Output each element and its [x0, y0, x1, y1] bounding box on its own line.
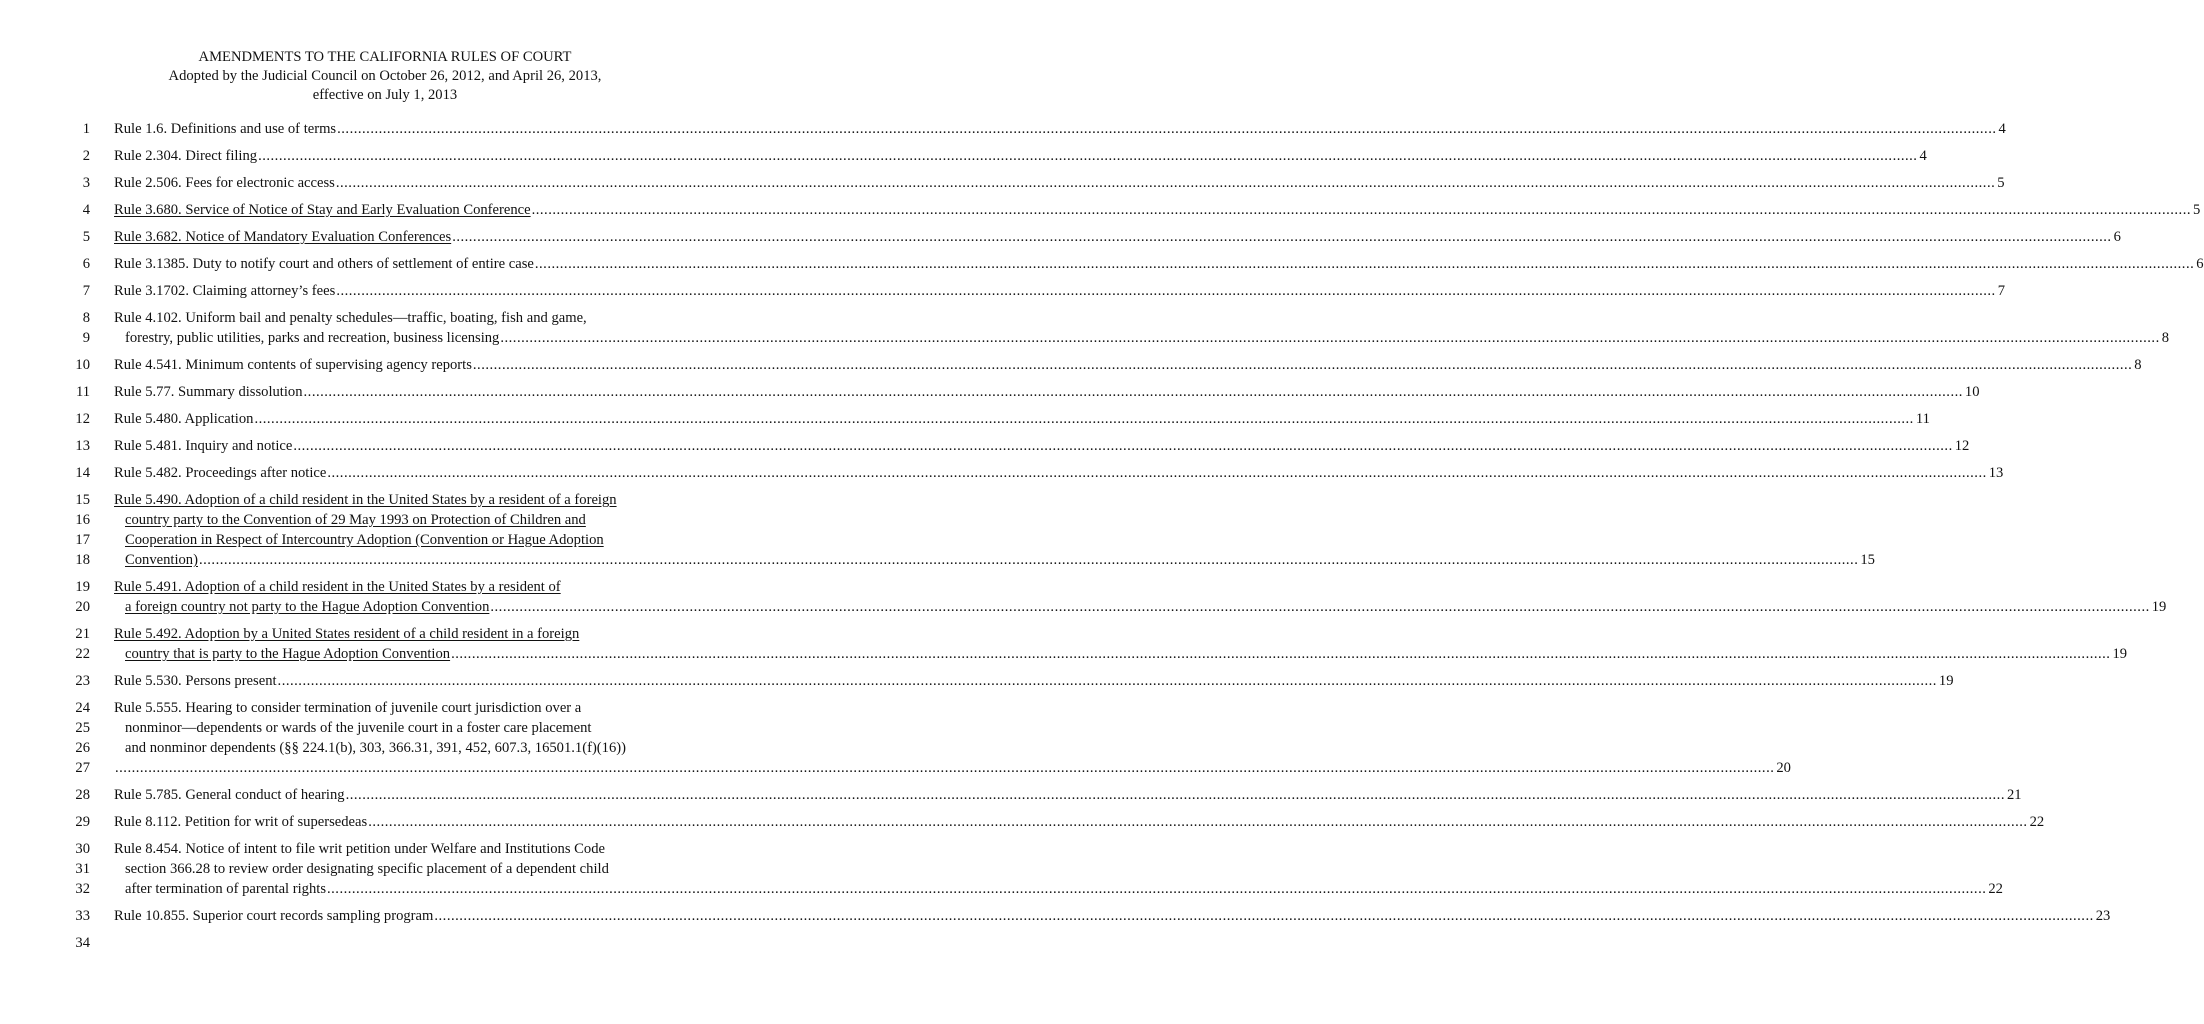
toc-line-body: [125, 859, 657, 879]
toc-line: [0, 436, 1970, 456]
dot-leader: ................................................................................................................................................................................................................................................................................................................................................................................................................: [490, 599, 2150, 615]
line-number: 12: [75, 411, 90, 427]
toc-line-body: [114, 839, 657, 859]
page-number: 11: [1915, 411, 1930, 427]
toc-line-body: [114, 409, 1930, 429]
toc-line: [0, 644, 2128, 664]
line-number: 28: [75, 787, 90, 803]
toc-entry: [0, 785, 2022, 805]
dot-leader: ................................................................................................................................................................................................................................................................................................................................................................................................................: [452, 229, 2112, 245]
rule-title-text: Rule 5.555. Hearing to consider termination of juvenile court jurisdiction over a: [114, 700, 582, 716]
trailing-line: [0, 933, 770, 953]
toc-line: [0, 328, 2170, 348]
toc-line: [0, 624, 770, 644]
page-number: 20: [1776, 760, 1791, 776]
rule-title-text: Rule 5.77. Summary dissolution: [114, 384, 303, 400]
line-number: 17: [75, 532, 90, 548]
rule-title-text: Rule 5.481. Inquiry and notice: [114, 438, 293, 454]
line-number: 3: [82, 175, 90, 191]
line-number: 2: [82, 148, 90, 164]
rule-title-text: Rule 3.680. Service of Notice of Stay and Early Evaluation Conference: [114, 202, 531, 218]
line-number: 9: [82, 330, 90, 346]
toc-line: [0, 510, 770, 530]
toc-line: [0, 119, 2006, 139]
toc-line-body: [114, 436, 1970, 456]
line-number: 27: [75, 760, 90, 776]
toc-entry: [0, 227, 2121, 247]
toc-entry: [0, 463, 2004, 483]
toc-line-body: [125, 510, 657, 530]
line-number: 11: [75, 384, 90, 400]
line-number: 29: [75, 814, 90, 830]
line-number: 30: [75, 841, 90, 857]
toc-line-body: [114, 758, 1791, 778]
toc-line: [0, 577, 770, 597]
rule-title-text: section 366.28 to review order designating specific placement of a dependent child: [125, 861, 609, 877]
rule-title-text: Rule 4.102. Uniform bail and penalty schedules—traffic, boating, fish and game,: [114, 310, 587, 326]
toc-entry: [0, 308, 2170, 348]
page-number: 6: [2113, 229, 2121, 245]
toc-line-body: [114, 308, 657, 328]
rule-title-text: Cooperation in Respect of Intercountry Adoption (Convention or Hague Adoption: [125, 532, 604, 548]
page-number: 19: [2112, 646, 2128, 662]
dot-leader: ................................................................................................................................................................................................................................................................................................................................................................................................................: [277, 673, 1937, 689]
toc-line: [0, 173, 2005, 193]
toc-line-body: [114, 382, 1980, 402]
toc-entry: [0, 906, 2111, 926]
line-number: 24: [75, 700, 90, 716]
rule-title-text: country that is party to the Hague Adoption Convention: [125, 646, 451, 662]
line-number: 22: [75, 646, 90, 662]
toc-line-body: [114, 490, 657, 510]
toc-entry: [0, 200, 2201, 220]
dot-leader: ................................................................................................................................................................................................................................................................................................................................................................................................................: [534, 256, 2195, 272]
line-number: 20: [75, 599, 90, 615]
toc-entry: [0, 671, 1954, 691]
toc-line: [0, 382, 1980, 402]
toc-line-body: [125, 530, 657, 550]
toc-line-body: [114, 281, 2005, 301]
toc-line: [0, 785, 2022, 805]
rule-title-text: nonminor—dependents or wards of the juvenile court in a foster care placement: [125, 720, 592, 736]
page-number: 7: [1997, 283, 2005, 299]
toc-line-body: [114, 173, 2005, 193]
line-number: 14: [75, 465, 90, 481]
toc-line-body: [114, 577, 657, 597]
page-number: 5: [2192, 202, 2201, 218]
dot-leader: ................................................................................................................................................................................................................................................................................................................................................................................................................: [258, 148, 1918, 164]
line-number: 10: [75, 357, 90, 373]
toc-line-body: [114, 785, 2022, 805]
line-number: 34: [75, 935, 90, 951]
toc-entry: [0, 490, 1875, 570]
toc-line: [0, 530, 770, 550]
dot-leader: ................................................................................................................................................................................................................................................................................................................................................................................................................: [327, 881, 1987, 897]
page-number: 4: [1919, 148, 1927, 164]
toc-entry: [0, 624, 2128, 664]
toc-line-body: [114, 698, 657, 718]
rule-title-text: country party to the Convention of 29 May 1993 on Protection of Children and: [125, 512, 586, 528]
page-number: 5: [1997, 175, 2005, 191]
rule-title-text: Rule 2.304. Direct filing: [114, 148, 258, 164]
rule-title-text: Rule 5.530. Persons present: [114, 673, 277, 689]
toc-entry: [0, 436, 1970, 456]
rule-title-text: Rule 5.480. Application: [114, 411, 254, 427]
line-number: 13: [75, 438, 90, 454]
toc-entry: [0, 173, 2005, 193]
dot-leader: ................................................................................................................................................................................................................................................................................................................................................................................................................: [254, 411, 1914, 427]
toc-line-body: [114, 812, 2045, 832]
toc-entry: [0, 839, 2003, 899]
toc-line-body: [114, 671, 1954, 691]
toc-line-body: [114, 254, 2204, 274]
line-number: 32: [75, 881, 90, 897]
rule-title-text: Rule 5.490. Adoption of a child resident in the United States by a resident of a foreign: [114, 492, 617, 508]
toc-line: [0, 281, 2005, 301]
page-number: 8: [2161, 330, 2170, 346]
page-number: 6: [2196, 256, 2204, 272]
toc-line-body: [114, 355, 2142, 375]
toc-line: [0, 758, 1791, 778]
toc-line: [0, 254, 2204, 274]
page-number: 19: [1938, 673, 1954, 689]
toc-line: [0, 308, 770, 328]
toc-line: [0, 698, 770, 718]
toc-line-body: [125, 550, 1875, 570]
line-number: 21: [75, 626, 90, 642]
toc-entry: [0, 812, 2045, 832]
toc-line: [0, 671, 1954, 691]
line-number: 19: [75, 579, 90, 595]
rule-title-text: Rule 8.454. Notice of intent to file writ petition under Welfare and Institutions Code: [114, 841, 605, 857]
toc-line-body: [125, 597, 2167, 617]
dot-leader: ................................................................................................................................................................................................................................................................................................................................................................................................................: [327, 465, 1987, 481]
page-number: 23: [2095, 908, 2111, 924]
line-number: 23: [75, 673, 90, 689]
dot-leader: ................................................................................................................................................................................................................................................................................................................................................................................................................: [198, 552, 1859, 568]
dot-leader: ................................................................................................................................................................................................................................................................................................................................................................................................................: [293, 438, 1953, 454]
toc-line: [0, 812, 2045, 832]
toc-entry: [0, 254, 2204, 274]
rule-title-text: and nonminor dependents (§§ 224.1(b), 303, 366.31, 391, 452, 607.3, 16501.1(f)(16)): [125, 740, 626, 756]
toc-line-body: [114, 624, 657, 644]
page-number: 22: [2029, 814, 2045, 830]
toc-line: [0, 597, 2167, 617]
page-number: 12: [1954, 438, 1970, 454]
document-title: AMENDMENTS TO THE CALIFORNIA RULES OF COURT: [198, 49, 572, 65]
toc-line-body: [125, 328, 2170, 348]
toc-line: [0, 550, 1875, 570]
dot-leader: ................................................................................................................................................................................................................................................................................................................................................................................................................: [337, 121, 1997, 137]
dot-leader: ................................................................................................................................................................................................................................................................................................................................................................................................................: [451, 646, 2111, 662]
line-number: 6: [82, 256, 90, 272]
toc-entry: [0, 577, 2167, 617]
effective-date-line: effective on July 1, 2013: [312, 87, 458, 103]
document-header: [0, 48, 770, 105]
toc-line-body: [125, 879, 2003, 899]
line-number: 25: [75, 720, 90, 736]
toc-line-body: [125, 738, 657, 758]
toc-line: [0, 463, 2004, 483]
dot-leader: ................................................................................................................................................................................................................................................................................................................................................................................................................: [500, 330, 2160, 346]
toc-line-body: [125, 718, 657, 738]
page-number: 22: [1988, 881, 2003, 897]
toc-line: [0, 839, 770, 859]
rule-title-text: Rule 5.491. Adoption of a child resident in the United States by a resident of: [114, 579, 561, 595]
rule-title-text: Convention): [125, 552, 198, 568]
toc-line-body: [125, 644, 2128, 664]
page-number: 13: [1988, 465, 2004, 481]
line-number: 18: [75, 552, 90, 568]
rule-title-text: Rule 5.785. General conduct of hearing: [114, 787, 345, 803]
line-number: 33: [75, 908, 90, 924]
dot-leader: ................................................................................................................................................................................................................................................................................................................................................................................................................: [368, 814, 2028, 830]
toc-line: [0, 146, 1927, 166]
dot-leader: ................................................................................................................................................................................................................................................................................................................................................................................................................: [303, 384, 1963, 400]
rule-title-text: forestry, public utilities, parks and recreation, business licensing: [125, 330, 500, 346]
line-number: 8: [82, 310, 90, 326]
dot-leader: ................................................................................................................................................................................................................................................................................................................................................................................................................: [345, 787, 2005, 803]
rule-title-text: Rule 3.1385. Duty to notify court and others of settlement of entire case: [114, 256, 534, 272]
toc-entry: [0, 119, 2006, 139]
rule-title-text: Rule 3.1702. Claiming attorney’s fees: [114, 283, 336, 299]
page-number: 15: [1860, 552, 1875, 568]
toc-line: [0, 718, 770, 738]
toc-entry: [0, 146, 1927, 166]
rule-title-text: Rule 2.506. Fees for electronic access: [114, 175, 335, 191]
dot-leader: ................................................................................................................................................................................................................................................................................................................................................................................................................: [115, 760, 1775, 776]
toc-entry: [0, 281, 2005, 301]
dot-leader: ................................................................................................................................................................................................................................................................................................................................................................................................................: [472, 357, 2133, 373]
rule-title-text: Rule 8.112. Petition for writ of supersedeas: [114, 814, 368, 830]
toc-line: [0, 409, 1930, 429]
toc-line: [0, 906, 2111, 926]
page-number: 10: [1964, 384, 1980, 400]
page-number: 19: [2151, 599, 2167, 615]
toc-line: [0, 859, 770, 879]
rule-title-text: Rule 1.6. Definitions and use of terms: [114, 121, 337, 137]
toc-line-body: [114, 119, 2006, 139]
rule-title-text: Rule 10.855. Superior court records sampling program: [114, 908, 434, 924]
page-number: 4: [1998, 121, 2006, 137]
page-number: 21: [2006, 787, 2022, 803]
line-number: 15: [75, 492, 90, 508]
line-number: 1: [82, 121, 90, 137]
rule-title-text: after termination of parental rights: [125, 881, 326, 897]
rule-title-text: Rule 5.482. Proceedings after notice: [114, 465, 327, 481]
toc-line: [0, 200, 2201, 220]
table-of-contents: [0, 119, 2204, 953]
toc-line-body: [114, 906, 2111, 926]
toc-line-body: [114, 200, 2201, 220]
page-number: 8: [2134, 357, 2142, 373]
rule-title-text: Rule 3.682. Notice of Mandatory Evaluation Conferences: [114, 229, 452, 245]
line-number: 5: [82, 229, 90, 245]
toc-line: [0, 879, 2003, 899]
dot-leader: ................................................................................................................................................................................................................................................................................................................................................................................................................: [335, 175, 1996, 191]
rule-title-text: Rule 5.492. Adoption by a United States resident of a child resident in a foreign: [114, 626, 580, 642]
line-number: 26: [75, 740, 90, 756]
line-number: 31: [75, 861, 90, 877]
adoption-date-line: Adopted by the Judicial Council on October 26, 2012, and April 26, 2013,: [168, 68, 602, 84]
rule-title-text: Rule 4.541. Minimum contents of supervising agency reports: [114, 357, 472, 373]
toc-entry: [0, 355, 2142, 375]
rule-title-text: a foreign country not party to the Hague Adoption Convention: [125, 599, 490, 615]
toc-line: [0, 738, 770, 758]
toc-line-body: [114, 463, 2004, 483]
toc-line: [0, 227, 2121, 247]
dot-leader: ................................................................................................................................................................................................................................................................................................................................................................................................................: [434, 908, 2094, 924]
toc-entry: [0, 382, 1980, 402]
dot-leader: ................................................................................................................................................................................................................................................................................................................................................................................................................: [336, 283, 1996, 299]
toc-line: [0, 490, 770, 510]
dot-leader: ................................................................................................................................................................................................................................................................................................................................................................................................................: [531, 202, 2191, 218]
line-number: 4: [82, 202, 90, 218]
toc-line-body: [114, 227, 2121, 247]
line-number: 7: [82, 283, 90, 299]
toc-line: [0, 355, 2142, 375]
line-number: 16: [75, 512, 90, 528]
toc-entry: [0, 698, 1791, 778]
toc-entry: [0, 409, 1930, 429]
toc-line-body: [114, 146, 1927, 166]
